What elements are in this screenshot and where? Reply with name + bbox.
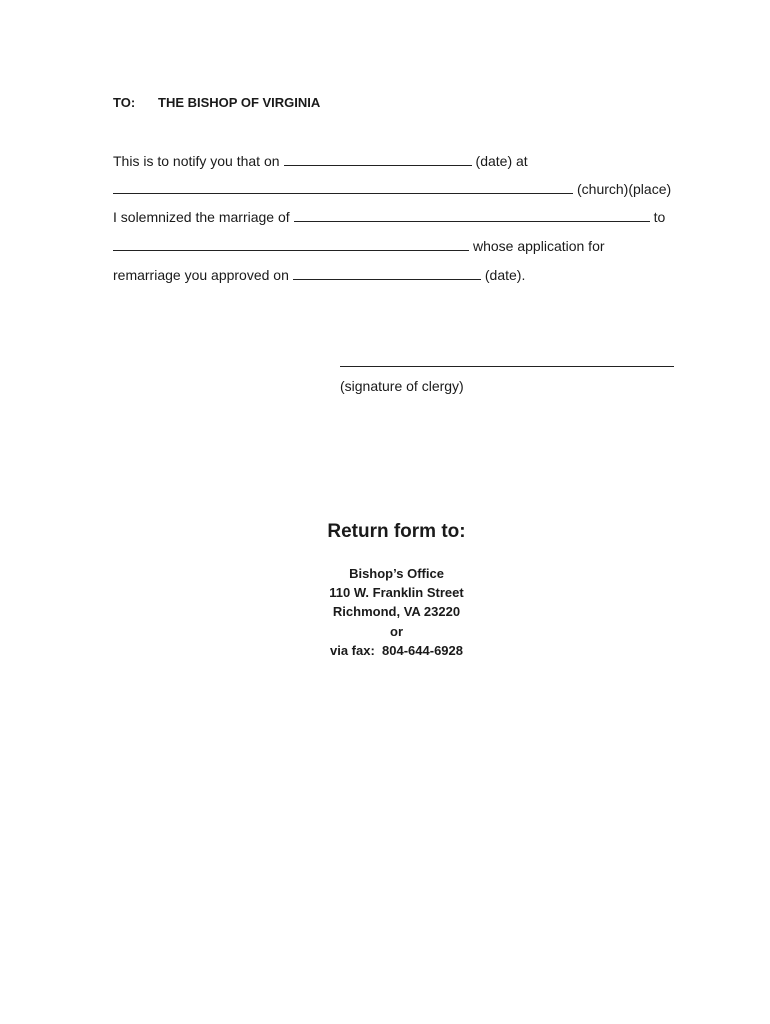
date-blank-2[interactable] [293,265,481,280]
signature-caption: (signature of clergy) [340,378,464,394]
line3-suffix: to [653,209,666,225]
line3-text: I solemnized the marriage of [113,209,290,225]
notification-line-3 [113,207,665,225]
addressee-name: THE BISHOP OF VIRGINIA [158,95,321,110]
return-address [0,564,770,660]
church-place-blank[interactable] [113,179,573,194]
return-title: Return form to: [327,521,466,542]
notification-line-2 [113,179,671,197]
address-line-office: Bishop’s Office [349,566,444,581]
notification-line-5 [113,265,525,283]
spouse-1-blank[interactable] [294,207,650,222]
notification-line-4 [113,236,605,254]
date-blank-1[interactable] [284,151,472,166]
signature-blank[interactable] [340,366,674,367]
notification-line-1 [113,151,528,169]
address-line-or: or [390,623,403,639]
to-label: TO: [113,95,136,110]
line1-suffix: (date) at [475,153,528,169]
address-line-fax: via fax: 804-644-6928 [330,642,463,658]
line5-suffix: (date). [484,267,526,283]
addressee-line [113,95,320,110]
address-line-city: Richmond, VA 23220 [332,604,461,620]
line2-suffix: (church)(place) [577,181,672,197]
spouse-2-blank[interactable] [113,236,469,251]
line5-text: remarriage you approved on [113,267,289,283]
line4-suffix: whose application for [473,238,605,254]
address-line-street: 110 W. Franklin Street [329,585,464,601]
line1-text: This is to notify you that on [113,153,280,169]
